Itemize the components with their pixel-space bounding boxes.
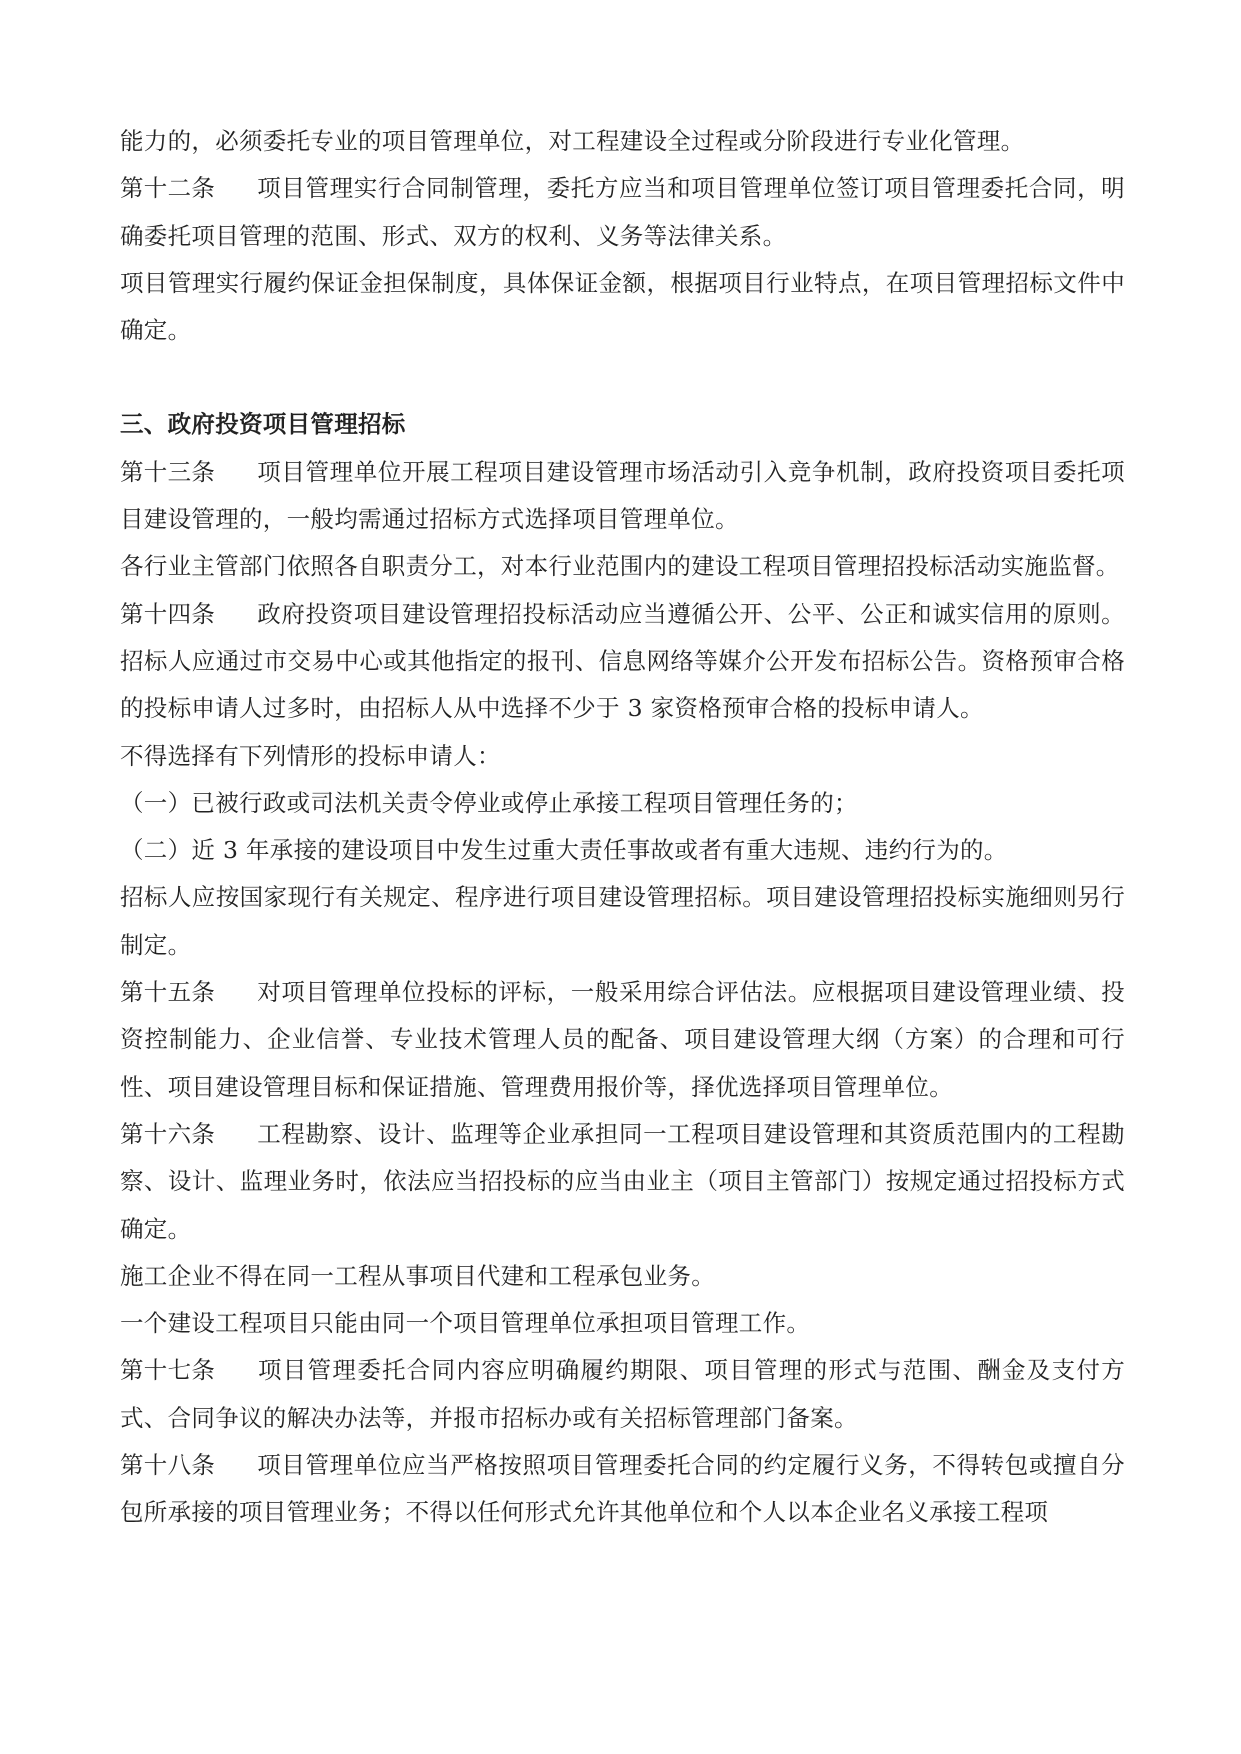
body-paragraph: [120, 827, 1125, 874]
body-paragraph: [120, 260, 1125, 355]
section-heading: 三、政府投资项目管理招标: [120, 410, 406, 439]
paragraph-text: 各行业主管部门依照各自职责分工，对本行业范围内的建设工程项目管理招投标活动实施监督。: [120, 552, 1120, 581]
section-paragraphs: [120, 449, 1125, 1537]
paragraph-text: 不得选择有下列情形的投标申请人：: [120, 741, 501, 770]
article-number: 第十三条: [120, 457, 216, 486]
paragraph-text: 项目管理单位应当严格按照项目管理委托合同的约定履行义务，不得转包或擅自分包所承接的项目管理业务；不得以任何形式允许其他单位和个人以本企业名义承接工程项: [120, 1451, 1125, 1527]
document-page: [120, 118, 1125, 1537]
article-number: 第十八条: [120, 1451, 216, 1480]
body-paragraph: [120, 1253, 1125, 1300]
body-paragraph: [120, 1300, 1125, 1347]
paragraph-text: 政府投资项目建设管理招投标活动应当遵循公开、公平、公正和诚实信用的原则。招标人应通过市交易中心或其他指定的报刊、信息网络等媒介公开发布招标公告。资格预审合格的投标申请人过多时，由招标人从中选择不少于 3 家资格预审合格的投标申请人。: [120, 599, 1125, 723]
paragraph-text: 项目管理单位开展工程项目建设管理市场活动引入竞争机制，政府投资项目委托项目建设管理的，一般均需通过招标方式选择项目管理单位。: [120, 457, 1125, 534]
paragraph-text: 项目管理实行合同制管理，委托方应当和项目管理单位签订项目管理委托合同，明确委托项目管理的范围、形式、双方的权利、义务等法律关系。: [120, 174, 1125, 250]
body-paragraph: [120, 118, 1125, 165]
article-paragraph: [120, 1347, 1125, 1442]
article-paragraph: [120, 969, 1125, 1111]
article-paragraph: [120, 591, 1125, 733]
body-paragraph: [120, 733, 1125, 780]
paragraph-text: 对项目管理单位投标的评标，一般采用综合评估法。应根据项目建设管理业绩、投资控制能力、企业信誉、专业技术管理人员的配备、项目建设管理大纲（方案）的合理和可行性、项目建设管理目标和保证措施、管理费用报价等，择优选择项目管理单位。: [120, 978, 1125, 1101]
paragraph-text: 一个建设工程项目只能由同一个项目管理单位承担项目管理工作。: [120, 1309, 811, 1338]
article-number: 第十二条: [120, 174, 216, 203]
intro-paragraphs: [120, 118, 1125, 354]
article-paragraph: [120, 1111, 1125, 1253]
article-paragraph: [120, 449, 1125, 544]
article-paragraph: [120, 165, 1125, 260]
paragraph-text: （二）近 3 年承接的建设项目中发生过重大责任事故或者有重大违规、违约行为的。: [120, 836, 1008, 865]
article-paragraph: [120, 1442, 1125, 1537]
paragraph-text: 能力的，必须委托专业的项目管理单位，对工程建设全过程或分阶段进行专业化管理。: [120, 127, 1025, 155]
paragraph-text: 项目管理委托合同内容应明确履约期限、项目管理的形式与范围、酬金及支付方式、合同争议的解决办法等，并报市招标办或有关招标管理部门备案。: [120, 1356, 1125, 1432]
body-paragraph: [120, 874, 1125, 969]
article-number: 第十四条: [120, 599, 216, 628]
paragraph-text: （一）已被行政或司法机关责令停业或停止承接工程项目管理任务的；: [120, 788, 858, 817]
article-number: 第十七条: [120, 1356, 216, 1385]
body-paragraph: [120, 543, 1125, 590]
paragraph-text: 施工企业不得在同一工程从事项目代建和工程承包业务。: [120, 1261, 715, 1290]
body-paragraph: [120, 780, 1125, 827]
paragraph-text: 招标人应按国家现行有关规定、程序进行项目建设管理招标。项目建设管理招投标实施细则另行制定。: [120, 883, 1125, 959]
article-number: 第十六条: [120, 1119, 216, 1148]
paragraph-text: 工程勘察、设计、监理等企业承担同一工程项目建设管理和其资质范围内的工程勘察、设计、监理业务时，依法应当招投标的应当由业主（项目主管部门）按规定通过招投标方式确定。: [120, 1119, 1125, 1243]
article-number: 第十五条: [120, 978, 216, 1007]
paragraph-text: 项目管理实行履约保证金担保制度，具体保证金额，根据项目行业特点，在项目管理招标文件中确定。: [120, 268, 1125, 345]
